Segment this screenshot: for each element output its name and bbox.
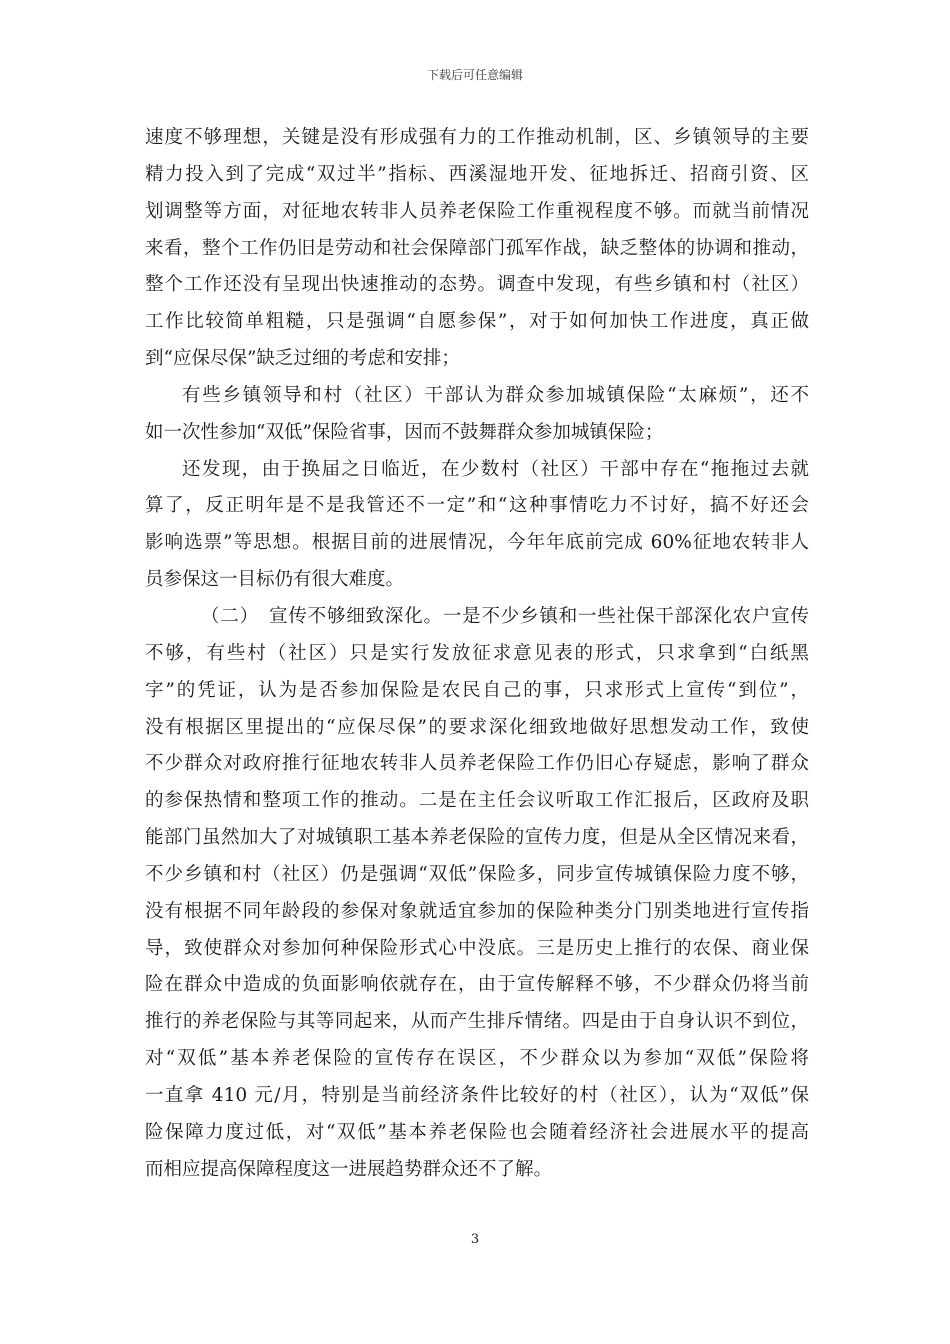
text-line: 速度不够理想，关键是没有形成强有力的工作推动机制，区、乡镇领导的主要 bbox=[145, 127, 809, 148]
text-line: 没有根据不同年龄段的参保对象就适宜参加的保险种类分门别类地进行宣传指 bbox=[145, 900, 809, 922]
text-line: 不少乡镇和村（社区）仍是强调“双低”保险多，同步宣传城镇保险力度不够， bbox=[145, 863, 809, 885]
section-heading-line: （二） 宣传不够细致深化。一是不少乡镇和一些社保干部深化农户宣传 bbox=[201, 605, 809, 627]
text-line: 导，致使群众对参加何种保险形式心中没底。三是历史上推行的农保、商业保 bbox=[145, 937, 809, 959]
text-line: 到“应保尽保”缺乏过细的考虑和安排； bbox=[145, 348, 460, 370]
text-line: 的参保热情和整项工作的推动。二是在主任会议听取工作汇报后，区政府及职 bbox=[145, 790, 809, 812]
text-line: 划调整等方面，对征地农转非人员养老保险工作重视程度不够。而就当前情况 bbox=[145, 200, 809, 222]
text-line: 推行的养老保险与其等同起来，从而产生排斥情绪。四是由于自身认识不到位， bbox=[145, 1011, 809, 1033]
text-line: 一直拿 410 元/月，特别是当前经济条件比较好的村（社区），认为“双低”保 bbox=[145, 1084, 809, 1106]
text-line: 险保障力度过低，对“双低”基本养老保险也会随着经济社会进展水平的提高 bbox=[145, 1121, 809, 1143]
text-line: 没有根据区里提出的“应保尽保”的要求深化细致地做好思想发动工作，致使 bbox=[145, 716, 809, 738]
text-line: 能部门虽然加大了对城镇职工基本养老保险的宣传力度，但是从全区情况来看， bbox=[145, 827, 809, 849]
text-line: 不少群众对政府推行征地农转非人员养老保险工作仍旧心存疑虑，影响了群众 bbox=[145, 753, 809, 775]
text-line: 不够，有些村（社区）只是实行发放征求意见表的形式，只求拿到“白纸黑 bbox=[145, 642, 809, 664]
text-line: 影响选票”等思想。根据目前的进展情况，今年年底前完成 60%征地农转非人 bbox=[145, 532, 809, 554]
text-line: 精力投入到了完成“双过半”指标、西溪湿地开发、征地拆迁、招商引资、区 bbox=[145, 163, 809, 185]
text-line: 算了，反正明年是不是我管还不一定”和“这种事情吃力不讨好，搞不好还会 bbox=[145, 495, 809, 517]
text-line: 险在群众中造成的负面影响依就存在，由于宣传解释不够，不少群众仍将当前 bbox=[145, 974, 809, 996]
text-line: 工作比较简单粗糙，只是强调“自愿参保”，对于如何加快工作进度，真正做 bbox=[145, 311, 809, 333]
text-line: 还发现，由于换届之日临近，在少数村（社区）干部中存在“拖拖过去就 bbox=[182, 458, 809, 480]
page-number: 3 bbox=[470, 1232, 480, 1247]
text-line: 整个工作还没有呈现出快速推动的态势。调查中发现，有些乡镇和村（社区） bbox=[145, 274, 809, 296]
text-line: 如一次性参加“双低”保险省事，因而不鼓舞群众参加城镇保险； bbox=[145, 421, 664, 443]
paragraph bbox=[145, 452, 809, 599]
document-body bbox=[145, 120, 809, 1188]
paragraph bbox=[145, 599, 809, 1189]
paragraph bbox=[145, 378, 809, 452]
paragraph bbox=[145, 120, 809, 378]
text-line: 有些乡镇领导和村（社区）干部认为群众参加城镇保险“太麻烦”，还不 bbox=[182, 384, 809, 406]
text-line: 字”的凭证，认为是否参加保险是农民自己的事，只求形式上宣传“到位”， bbox=[145, 679, 809, 701]
text-line: 而相应提高保障程度这一进展趋势群众还不了解。 bbox=[145, 1158, 553, 1180]
text-line: 对“双低”基本养老保险的宣传存在误区，不少群众以为参加“双低”保险将 bbox=[145, 1048, 809, 1070]
text-line: 来看，整个工作仍旧是劳动和社会保障部门孤军作战，缺乏整体的协调和推动， bbox=[145, 237, 809, 259]
text-line: 员参保这一目标仍有很大难度。 bbox=[145, 569, 405, 591]
page-header: 下载后可任意编辑 bbox=[426, 68, 523, 82]
